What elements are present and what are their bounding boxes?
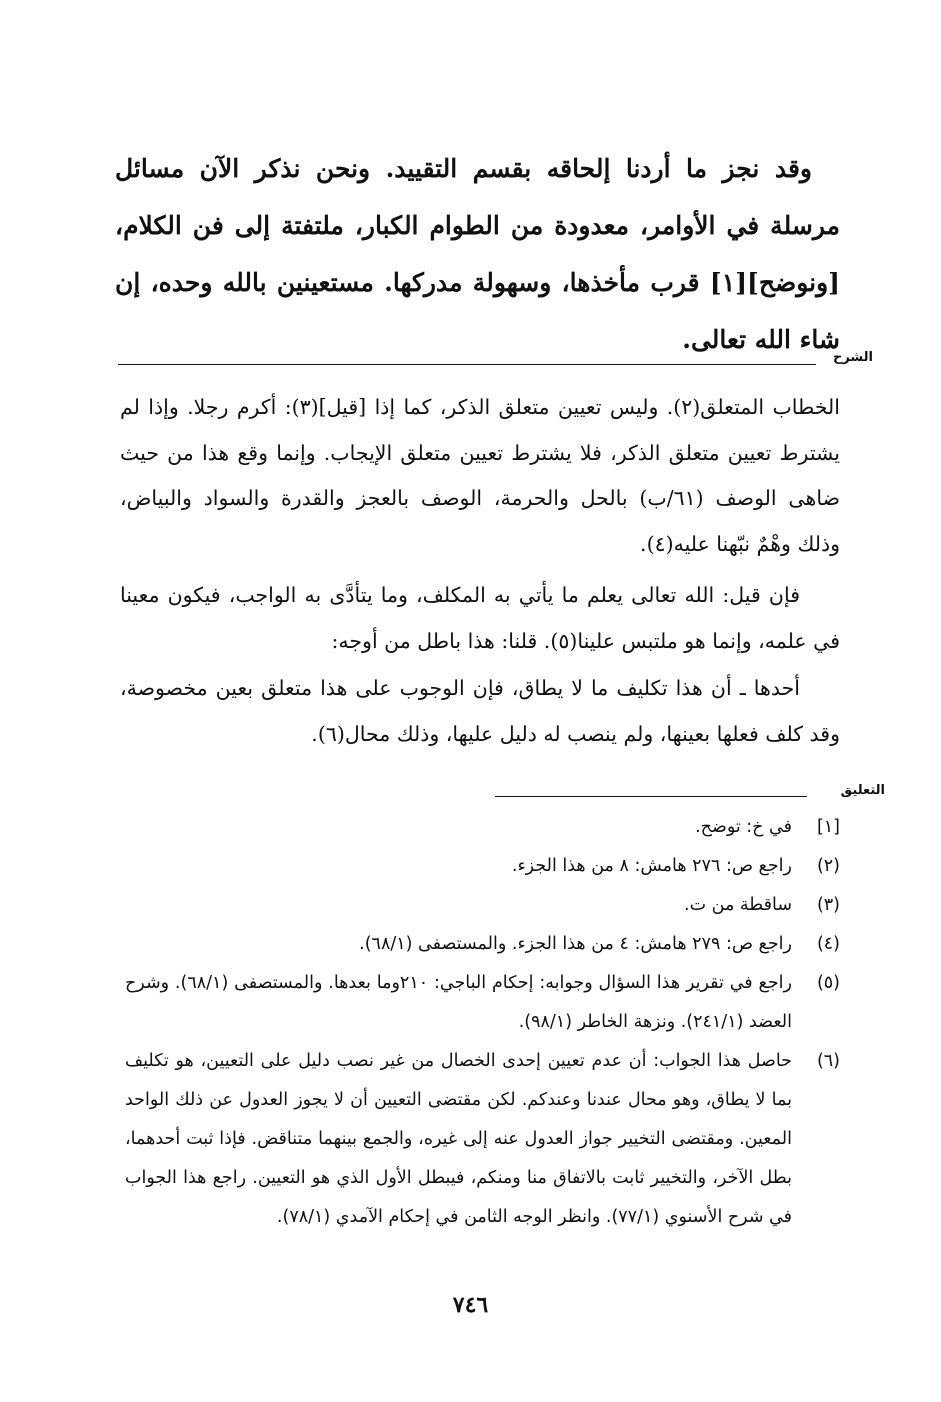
footnote-item <box>125 1042 840 1237</box>
footnote-number: (٣) <box>816 895 840 915</box>
footnote-item <box>125 964 840 1042</box>
footnote-number: (٥) <box>816 973 840 993</box>
footnote-text: راجع في تقرير هذا السؤال وجوابه: إحكام الباجي: ٢١٠وما بعدها. والمستصفى (٦٨/١). وشرح العضد (٢٤١/١). ونزهة الخاطر (٩٨/١). <box>125 973 792 1032</box>
sharh-paragraph-3: أحدها ـ أن هذا تكليف ما لا يطاق، فإن الوجوب على هذا متعلق بعين مخصوصة، وقد كلف فعلها بعينها، ولم ينصب له دليل عليها، وذلك محال(٦). <box>120 676 840 746</box>
footnote-number: (٤) <box>816 934 840 954</box>
sharh-label: الشرح <box>832 350 873 365</box>
footnote-item <box>125 925 840 964</box>
footnote-item <box>125 808 840 847</box>
page-number: ٧٤٦ <box>452 1292 489 1318</box>
footnote-text: راجع ص: ٢٧٦ هامش: ٨ من هذا الجزء. <box>511 856 792 876</box>
taliq-divider <box>495 796 807 797</box>
footnote-item <box>125 847 840 886</box>
footnote-text: ساقطة من ت. <box>684 895 792 915</box>
matn-paragraph: وقد نجز ما أردنا إلحاقه بقسم التقييد. ونحن نذكر الآن مسائل مرسلة في الأوامر، معدودة من الطوام الكبار، ملتفتة إلى فن الكلام، [ونوضح][١] قرب مأخذها، وسهولة مدركها. مستعينين بالله وحده، إن شاء الله تعالى. <box>115 154 840 354</box>
footnote-text: حاصل هذا الجواب: أن عدم تعيين إحدى الخصال من غير نصب دليل على التعيين، هو تكليف بما لا يطاق، وهو محال عندنا وعندكم. لكن مقتضى التعيين أن لا يجوز العدول عن ذلك الواحد المعين. ومقتضى التخيير جواز العدول عنه إلى غيره، والجمع بينهما متناقض. فإذا ثبت أحدهما، بطل الآخر، والتخيير ثابت بالاتفاق منا ومنكم، فيبطل الأول الذي هو التعيين. راجع هذا الجواب في شرح الأسنوي (٧٧/١). وانظر الوجه الثامن في إحكام الآمدي (٧٨/١). <box>125 1051 792 1227</box>
footnote-text: راجع ص: ٢٧٩ هامش: ٤ من هذا الجزء. والمستصفى (٦٨/١). <box>359 934 792 954</box>
footnote-number: (٢) <box>816 856 840 876</box>
sharh-divider <box>118 364 816 365</box>
sharh-paragraph-2: فإن قيل: الله تعالى يعلم ما يأتي به المكلف، وما يتأدَّى به الواجب، فيكون معينا في علمه، وإنما هو ملتبس علينا(٥). قلنا: هذا باطل من أوجه: <box>120 583 840 653</box>
matn-text <box>115 140 840 368</box>
sharh-paragraph-1: الخطاب المتعلق(٢). وليس تعيين متعلق الذكر، كما إذا [قيل](٣): أكرم رجلا. وإذا لم يشترط تعيين متعلق الذكر، فلا يشترط تعيين متعلق الإيجاب. وإنما وقع هذا من حيث ضاهى الوصف (٦١/ب) بالحل والحرمة، الوصف بالعجز والقدرة والسواد والبياض، وذلك وهْمٌ نبّهنا عليه(٤). <box>120 395 840 556</box>
taliq-label: التعليق <box>840 783 885 798</box>
footnote-number: (٦) <box>816 1051 840 1071</box>
footnote-item <box>125 886 840 925</box>
footnote-text: في خ: توضح. <box>695 817 792 837</box>
footnotes <box>125 808 840 1237</box>
sharh-text <box>120 385 840 759</box>
footnote-number: [١] <box>816 817 840 837</box>
